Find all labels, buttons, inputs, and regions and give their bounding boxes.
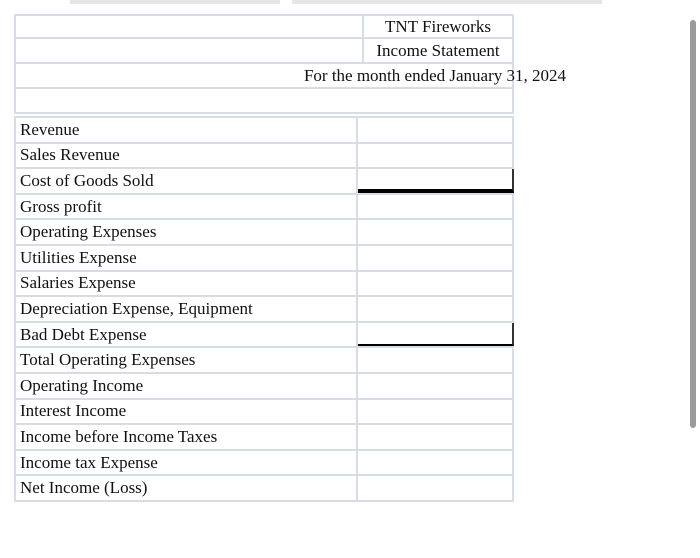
table-row bbox=[14, 246, 514, 272]
table-row bbox=[14, 348, 514, 374]
row-label-revenue: Revenue bbox=[14, 118, 358, 142]
header-row-period bbox=[14, 64, 566, 89]
table-row bbox=[14, 374, 514, 400]
amount-input-sales-revenue[interactable] bbox=[358, 144, 514, 168]
table-row bbox=[14, 400, 514, 426]
row-label-interest-income: Interest Income bbox=[14, 400, 358, 424]
table-row bbox=[14, 272, 514, 298]
row-label-sales-revenue: Sales Revenue bbox=[14, 144, 358, 168]
company-name: TNT Fireworks bbox=[362, 16, 512, 37]
amount-input-income-before-income-taxes[interactable] bbox=[358, 425, 514, 449]
header-row-company bbox=[14, 14, 514, 39]
table-row bbox=[14, 118, 514, 144]
amount-input-salaries-expense[interactable] bbox=[358, 272, 514, 296]
amount-input-cost-of-goods-sold[interactable] bbox=[358, 169, 514, 193]
table-row bbox=[14, 195, 514, 221]
table-row bbox=[14, 476, 514, 502]
row-label-net-income-loss: Net Income (Loss) bbox=[14, 476, 358, 500]
amount-input-income-tax-expense[interactable] bbox=[358, 451, 514, 475]
top-toolbar-edge-left bbox=[70, 0, 280, 4]
vertical-scrollbar[interactable] bbox=[690, 20, 696, 428]
amount-input-depreciation-expense-equipment[interactable] bbox=[358, 297, 514, 321]
row-label-total-operating-expenses: Total Operating Expenses bbox=[14, 348, 358, 372]
table-row bbox=[14, 451, 514, 477]
amount-input-interest-income[interactable] bbox=[358, 400, 514, 424]
table-row bbox=[14, 425, 514, 451]
amount-input-gross-profit[interactable] bbox=[358, 195, 514, 219]
header-row-blank bbox=[14, 89, 514, 114]
amount-input-total-operating-expenses[interactable] bbox=[358, 348, 514, 372]
row-label-salaries-expense: Salaries Expense bbox=[14, 272, 358, 296]
row-label-income-tax-expense: Income tax Expense bbox=[14, 451, 358, 475]
amount-input-operating-income[interactable] bbox=[358, 374, 514, 398]
row-label-utilities-expense: Utilities Expense bbox=[14, 246, 358, 270]
amount-input-utilities-expense[interactable] bbox=[358, 246, 514, 270]
amount-input-bad-debt-expense[interactable] bbox=[358, 323, 514, 347]
amount-input-operating-expenses[interactable] bbox=[358, 220, 514, 244]
statement-period: For the month ended January 31, 2024 bbox=[303, 65, 566, 85]
row-label-income-before-income-taxes: Income before Income Taxes bbox=[14, 425, 358, 449]
table-row bbox=[14, 144, 514, 170]
top-toolbar-edge-right bbox=[292, 0, 602, 4]
table-row bbox=[14, 297, 514, 323]
row-label-operating-income: Operating Income bbox=[14, 374, 358, 398]
table-row bbox=[14, 323, 514, 349]
header-row-statement bbox=[14, 39, 514, 64]
amount-input-revenue[interactable] bbox=[358, 118, 514, 142]
row-label-operating-expenses: Operating Expenses bbox=[14, 220, 358, 244]
row-label-depreciation-expense-equipment: Depreciation Expense, Equipment bbox=[14, 297, 358, 321]
table-row bbox=[14, 220, 514, 246]
amount-input-net-income-loss[interactable] bbox=[358, 476, 514, 500]
table-row bbox=[14, 169, 514, 195]
row-label-cost-of-goods-sold: Cost of Goods Sold bbox=[14, 169, 358, 193]
row-label-gross-profit: Gross profit bbox=[14, 195, 358, 219]
statement-title: Income Statement bbox=[362, 39, 512, 62]
row-label-bad-debt-expense: Bad Debt Expense bbox=[14, 323, 358, 347]
income-statement-table bbox=[14, 116, 514, 502]
statement-header bbox=[14, 14, 566, 114]
